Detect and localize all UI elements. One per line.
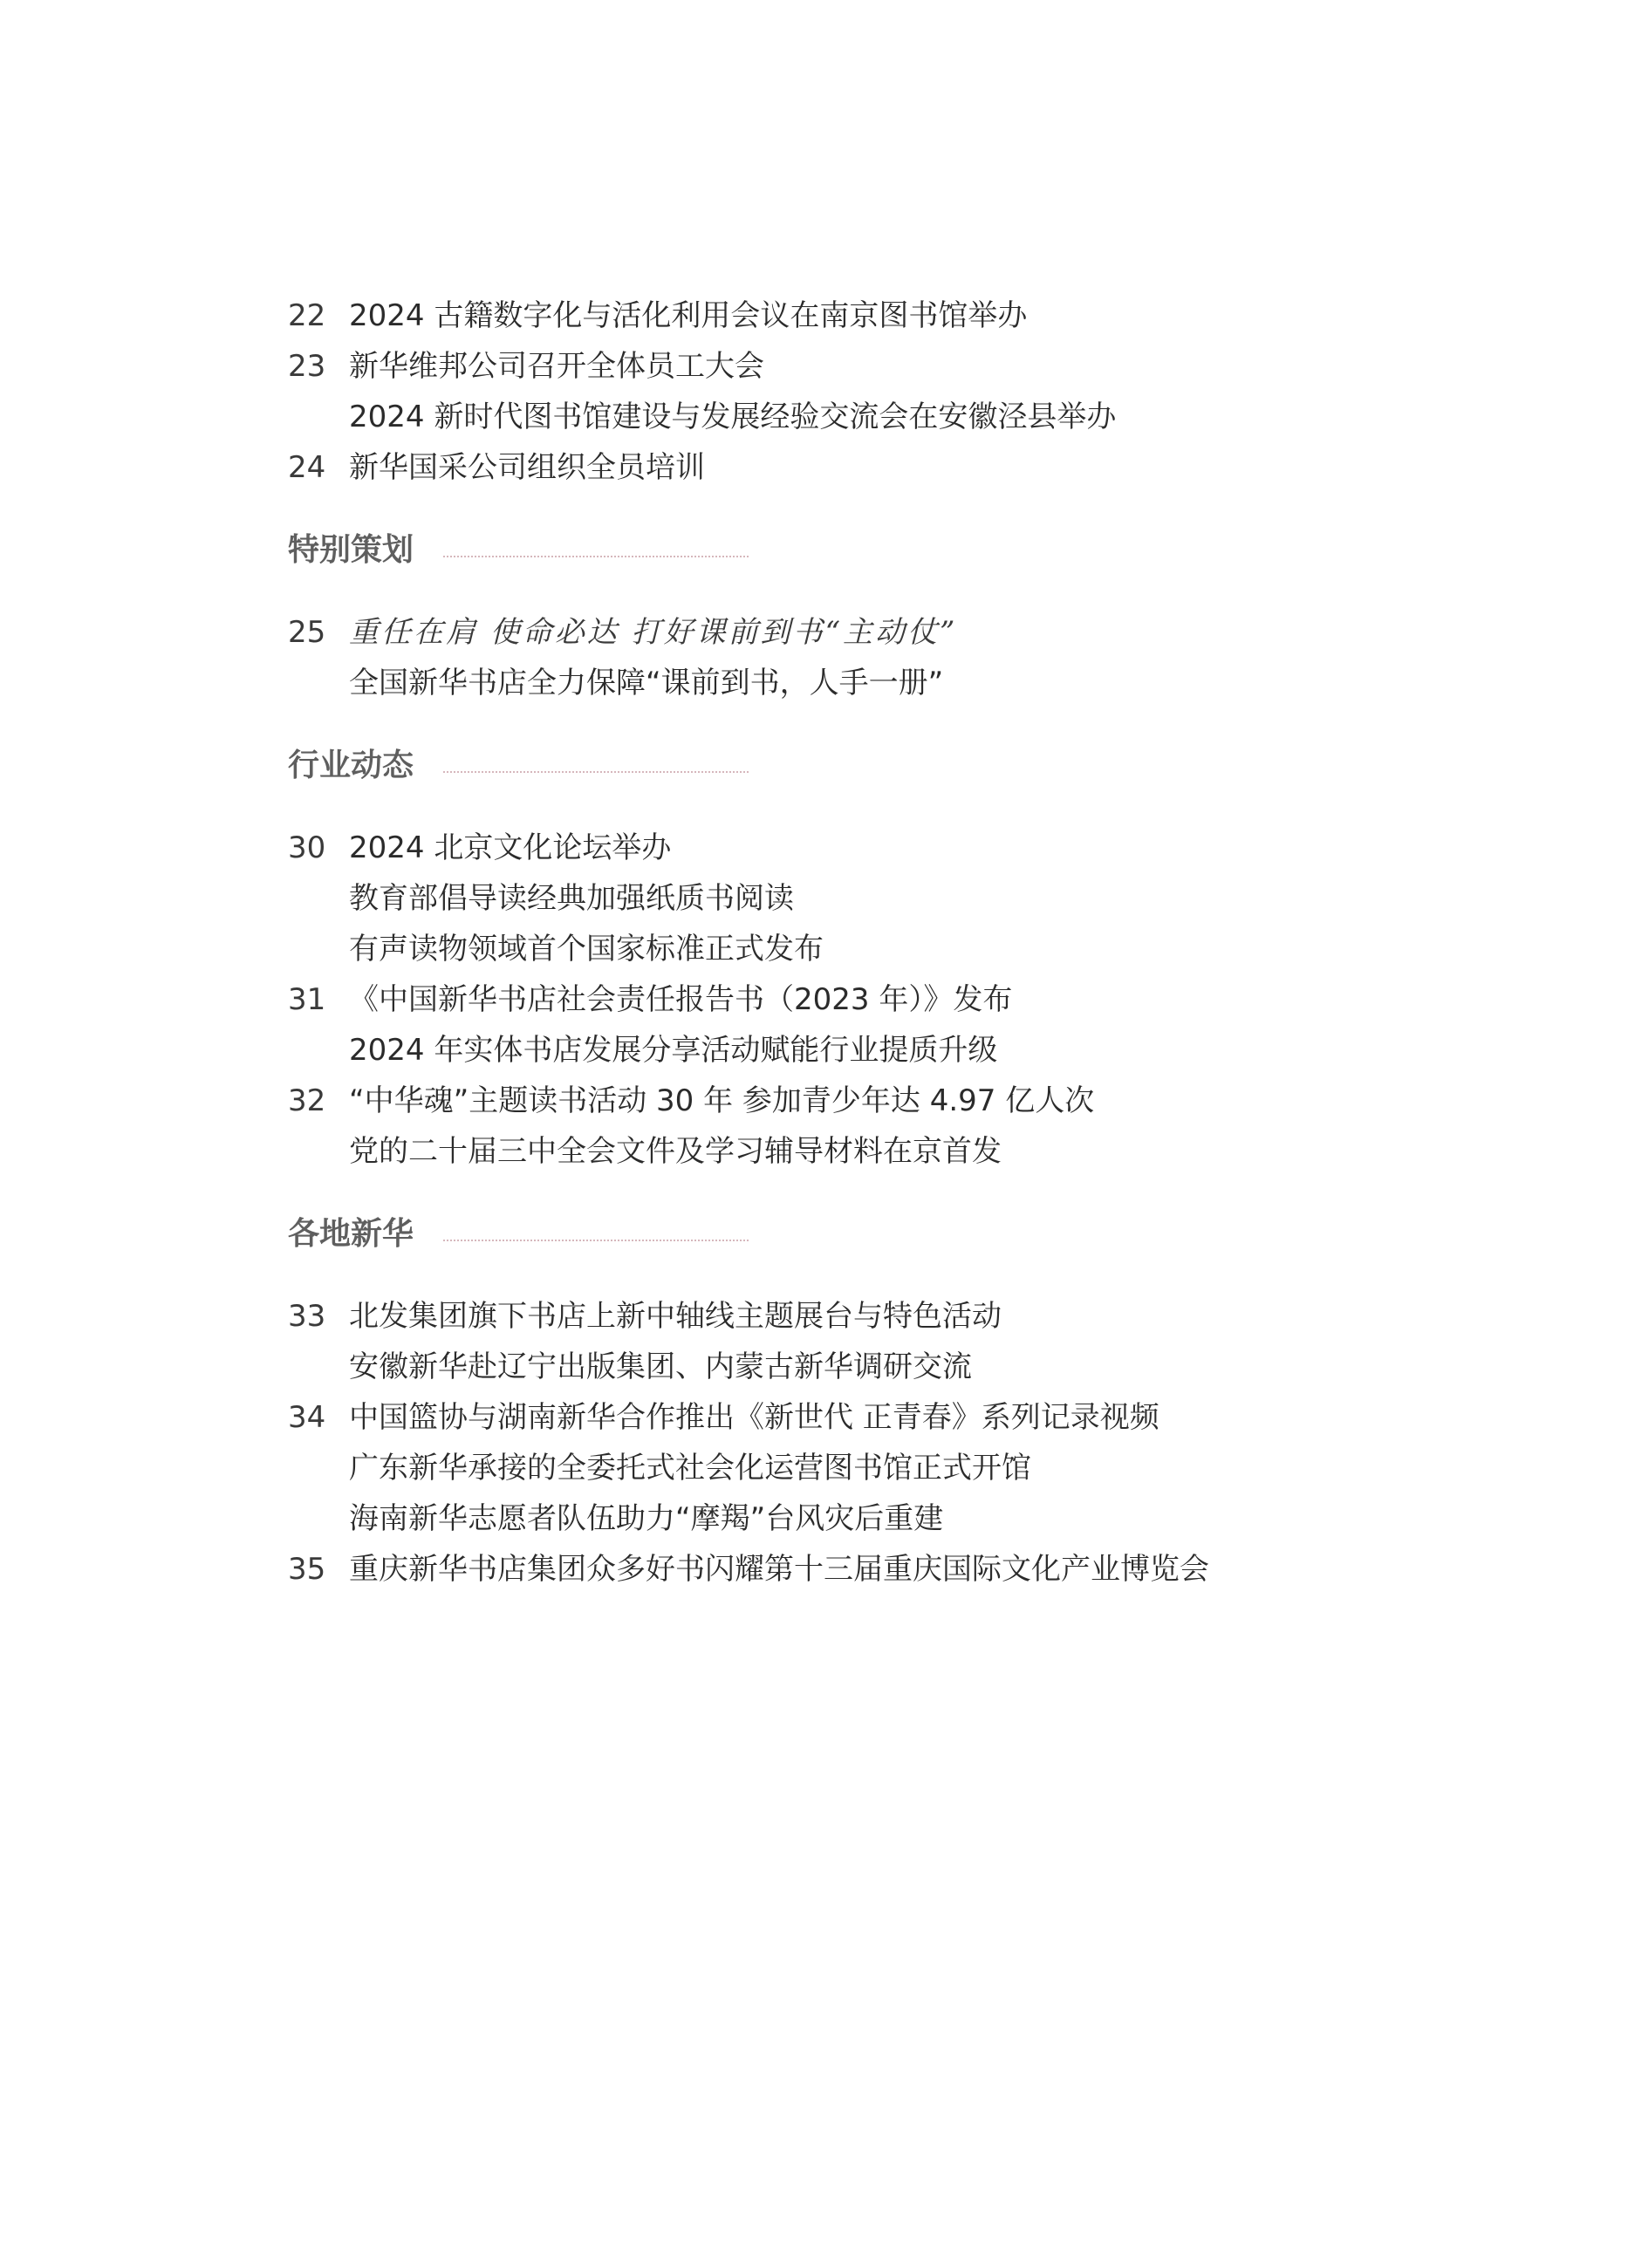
toc-entry[interactable]: [288, 290, 1527, 341]
toc-entry[interactable]: [288, 392, 1527, 442]
toc-entry[interactable]: [288, 1392, 1527, 1443]
toc-entry[interactable]: [288, 924, 1527, 974]
toc-entry[interactable]: [288, 873, 1527, 924]
toc-entry[interactable]: [288, 1291, 1527, 1342]
page-number: 25: [288, 615, 326, 650]
toc-entry[interactable]: [288, 442, 1527, 493]
entry-title: 教育部倡导读经典加强纸质书阅读: [349, 881, 794, 916]
entry-title: 全国新华书店全力保障“课前到书，人手一册”: [349, 666, 944, 700]
section-heading-local: [288, 1209, 1527, 1260]
toc-entry[interactable]: [288, 607, 1527, 658]
entry-title: 新华国采公司组织全员培训: [349, 450, 705, 485]
section-heading-industry: [288, 741, 1527, 791]
entry-title: 重庆新华书店集团众多好书闪耀第十三届重庆国际文化产业博览会: [349, 1552, 1209, 1587]
page-number: 35: [288, 1552, 326, 1587]
toc-entry[interactable]: [288, 1493, 1527, 1544]
page-number: 23: [288, 349, 326, 384]
toc-entry[interactable]: [288, 1443, 1527, 1493]
entry-title: 2024 新时代图书馆建设与发展经验交流会在安徽泾县举办: [349, 400, 1117, 434]
toc-entry[interactable]: [288, 823, 1527, 873]
entry-title: 《中国新华书店社会责任报告书（2023 年）》发布: [349, 982, 1013, 1017]
toc-entry[interactable]: [288, 658, 1527, 708]
table-of-contents: [288, 290, 1527, 1595]
entry-title: 有声读物领域首个国家标准正式发布: [349, 932, 824, 967]
section-title: 各地新华: [288, 1216, 414, 1252]
page-number: 34: [288, 1400, 326, 1435]
entry-title: 新华维邦公司召开全体员工大会: [349, 349, 764, 384]
page-number: 30: [288, 830, 326, 865]
toc-entry[interactable]: [288, 1342, 1527, 1392]
entry-title: 海南新华志愿者队伍助力“摩羯”台风灾后重建: [349, 1501, 944, 1536]
dotted-divider: [443, 771, 749, 773]
entry-title: 重任在肩 使命必达 打好课前到书“主动仗”: [349, 615, 958, 650]
entry-title: 2024 古籍数字化与活化利用会议在南京图书馆举办: [349, 298, 1028, 333]
toc-entry[interactable]: [288, 1544, 1527, 1595]
section-title: 特别策划: [288, 532, 414, 568]
page-number: 32: [288, 1083, 326, 1118]
page-number: 31: [288, 982, 326, 1017]
entry-title: 2024 年实体书店发展分享活动赋能行业提质升级: [349, 1033, 998, 1068]
entry-title: 2024 北京文化论坛举办: [349, 830, 672, 865]
page-number: 22: [288, 298, 326, 333]
entry-title: 北发集团旗下书店上新中轴线主题展台与特色活动: [349, 1299, 1002, 1334]
toc-entry[interactable]: [288, 1025, 1527, 1076]
toc-entry[interactable]: [288, 1126, 1527, 1177]
entry-title: 安徽新华赴辽宁出版集团、内蒙古新华调研交流: [349, 1349, 972, 1384]
entry-title: 党的二十届三中全会文件及学习辅导材料在京首发: [349, 1134, 1002, 1169]
toc-entry[interactable]: [288, 1076, 1527, 1126]
entry-title: 广东新华承接的全委托式社会化运营图书馆正式开馆: [349, 1451, 1031, 1486]
page-number: 33: [288, 1299, 326, 1334]
dotted-divider: [443, 556, 749, 557]
section-heading-special: [288, 525, 1527, 576]
toc-entry[interactable]: [288, 974, 1527, 1025]
entry-title: 中国篮协与湖南新华合作推出《新世代 正青春》系列记录视频: [349, 1400, 1159, 1435]
section-title: 行业动态: [288, 748, 414, 783]
toc-entry[interactable]: [288, 341, 1527, 392]
page-number: 24: [288, 450, 326, 485]
dotted-divider: [443, 1240, 749, 1241]
entry-title: “中华魂”主题读书活动 30 年 参加青少年达 4.97 亿人次: [349, 1083, 1095, 1118]
